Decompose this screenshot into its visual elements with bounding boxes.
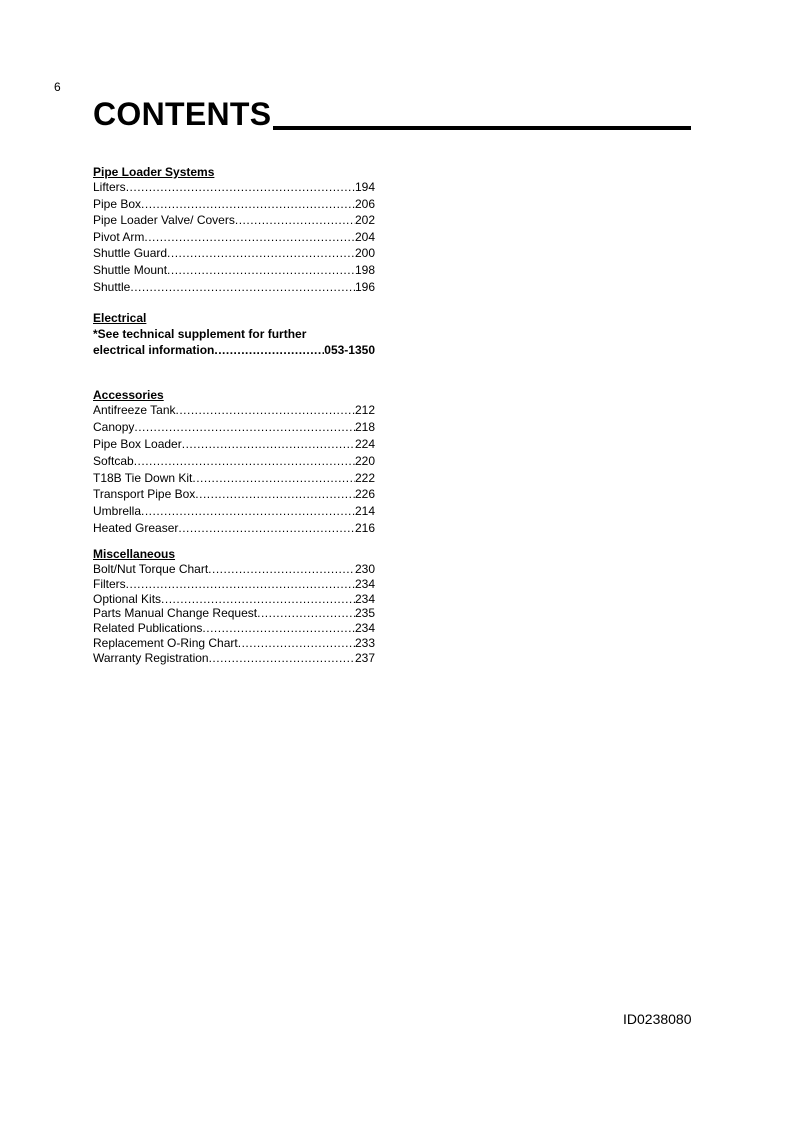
leader-dots [214,342,324,358]
title-row [93,96,691,132]
toc-entry-page: 202 [354,213,375,228]
toc-entry-page: 230 [354,562,375,576]
toc-entry-page: 198 [354,262,375,277]
toc-entry-page: 233 [354,635,375,650]
title-underline-rule [273,126,691,130]
toc-entry-page: 234 [354,576,375,591]
toc-entry-page: 234 [354,621,375,636]
page-number: 6 [54,80,61,94]
toc-entry[interactable] [93,403,375,420]
toc-entry[interactable] [93,180,375,197]
toc-entry[interactable] [93,230,375,247]
toc-entry-label: Pipe Box [93,196,142,211]
leader-dots [126,577,355,591]
leader-dots [134,420,355,434]
toc-entry-label: Shuttle Mount [93,262,168,277]
toc-entry[interactable] [93,263,375,280]
leader-dots [195,487,355,501]
section-heading: Electrical [93,311,147,325]
toc-entry-page: 220 [354,453,375,468]
toc-entry[interactable] [93,562,375,577]
section-electrical [93,311,375,358]
toc-entry-page: 053-1350 [324,343,375,357]
toc-entry-label: T18B Tie Down Kit [93,470,193,485]
toc-entry[interactable] [93,437,375,454]
toc-entry[interactable] [93,606,375,621]
toc-entry-label: Parts Manual Change Request [93,606,258,621]
toc-entry[interactable] [93,454,375,471]
toc-entry-label: Filters [93,576,126,591]
leader-dots [126,180,355,194]
toc-entry[interactable] [93,471,375,488]
leader-dots [134,454,355,468]
toc-entry-list [93,403,375,538]
toc-entry-page: 226 [354,487,375,502]
toc-entry-page: 235 [354,606,375,621]
leader-dots [202,621,355,635]
toc-entry-list [93,180,375,296]
toc-entry-page: 212 [354,403,375,417]
section-heading: Accessories [93,388,164,402]
toc-entry[interactable] [93,197,375,214]
section-heading: Pipe Loader Systems [93,165,215,179]
toc-entry-list [93,562,375,666]
toc-entry-label: Pivot Arm [93,229,145,244]
toc-entry-page: 222 [354,470,375,485]
leader-dots [192,471,355,485]
toc-entry-page: 214 [354,504,375,519]
toc-entry[interactable] [93,280,375,297]
toc-entry-page: 224 [354,436,375,451]
leader-dots [167,263,355,277]
toc-entry[interactable] [93,592,375,607]
toc-entry-label: Shuttle Guard [93,246,168,261]
toc-entry-label: Canopy [93,419,135,434]
toc-entry-page: 216 [354,521,375,536]
toc-entry-page: 204 [354,229,375,244]
toc-entry-electrical-information[interactable] [93,342,375,358]
leader-dots [235,213,355,227]
toc-entry-label: Replacement O-Ring Chart [93,635,238,650]
toc-entry-label: Heated Greaser [93,521,179,536]
toc-entry[interactable] [93,504,375,521]
toc-entry-page: 196 [354,279,375,294]
leader-dots [182,437,355,451]
section-pipe-loader-systems [93,165,375,296]
section-miscellaneous [93,547,375,666]
leader-dots [130,280,355,294]
toc-entry-label: Lifters [93,180,126,194]
toc-entry-label: Optional Kits [93,591,162,606]
toc-entry-label: electrical information [93,343,215,357]
toc-entry-page: 194 [354,180,375,194]
toc-entry-label: Pipe Box Loader [93,436,182,451]
toc-entry-label: Antifreeze Tank [93,403,176,417]
toc-entry-label: Umbrella [93,504,142,519]
section-accessories [93,388,375,538]
toc-entry[interactable] [93,521,375,538]
leader-dots [208,562,355,576]
toc-entry[interactable] [93,577,375,592]
leader-dots [257,606,355,620]
leader-dots [238,636,355,650]
toc-entry[interactable] [93,487,375,504]
leader-dots [178,521,355,535]
toc-entry[interactable] [93,420,375,437]
leader-dots [161,592,355,606]
toc-entry-page: 206 [354,196,375,211]
toc-entry-label: Bolt/Nut Torque Chart [93,562,209,576]
toc-entry-label: Pipe Loader Valve/ Covers [93,213,235,228]
toc-entry-label: Transport Pipe Box [93,487,196,502]
leader-dots [141,197,355,211]
toc-entry[interactable] [93,636,375,651]
toc-entry-label: Related Publications [93,621,203,636]
leader-dots [144,230,355,244]
leader-dots [167,246,355,260]
section-heading: Miscellaneous [93,547,176,561]
toc-entry[interactable] [93,651,375,666]
leader-dots [141,504,355,518]
toc-entry[interactable] [93,621,375,636]
toc-entry-label: Warranty Registration [93,650,209,665]
page-title: CONTENTS [93,96,272,132]
toc-entry-page: 237 [354,650,375,665]
toc-entry-page: 218 [354,419,375,434]
document-id: ID0238080 [623,1011,692,1027]
toc-entry-label: Shuttle [93,279,131,294]
toc-entry-label: Softcab [93,453,134,468]
electrical-note: *See technical supplement for further [93,327,307,341]
toc-entry[interactable] [93,246,375,263]
leader-dots [209,651,355,665]
toc-entry[interactable] [93,213,375,230]
toc-entry-page: 234 [354,591,375,606]
toc-entry-page: 200 [354,246,375,261]
leader-dots [176,403,355,417]
